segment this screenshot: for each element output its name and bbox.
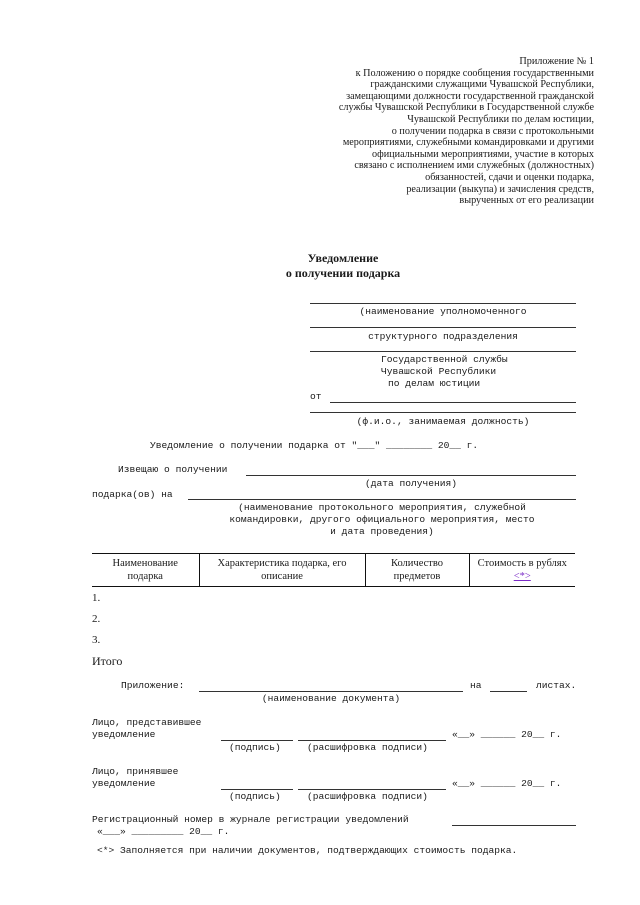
- addressee-caption-1: (наименование уполномоченного: [359, 306, 527, 317]
- event-field[interactable]: [188, 499, 576, 500]
- table-header-row: [92, 554, 575, 587]
- addressee-field-1[interactable]: [310, 303, 576, 304]
- footnote: <*> Заполняется при наличии документов, подтверждающих стоимость подарка.: [97, 845, 518, 856]
- attachment-label: Приложение:: [121, 680, 185, 691]
- cost-header-label: Стоимость в рублях: [477, 558, 567, 569]
- addressee-org-2: Чувашской Республики: [381, 366, 497, 377]
- registration-label: Регистрационный номер в журнале регистрации уведомлений: [92, 814, 409, 825]
- appendix-line: о получении подарка в связи с протокольными: [391, 125, 594, 137]
- inform-label: Извещаю о получении: [118, 464, 228, 475]
- appendix-line: вырученных от его реализации: [459, 195, 594, 207]
- submitter-decode-caption: (расшифровка подписи): [307, 742, 428, 753]
- receiver-label-1: Лицо, принявшее: [92, 766, 179, 777]
- submitter-label-1: Лицо, представившее: [92, 717, 202, 728]
- appendix-line: замещающими должности государственной гражданской: [346, 90, 594, 102]
- gifts-table: [92, 553, 575, 587]
- submitter-date: «__» ______ 20__ г.: [452, 729, 562, 740]
- appendix-line: Чувашской Республики по делам юстиции,: [407, 113, 594, 125]
- receiver-decode-field[interactable]: [298, 789, 446, 790]
- footnote-link[interactable]: <*>: [513, 571, 531, 582]
- column-header-quantity: Количество предметов: [365, 554, 469, 587]
- column-header-name: Наименование подарка: [92, 554, 199, 587]
- appendix-line: к Положению о порядке сообщения государственными: [355, 67, 594, 79]
- column-header-description: Характеристика подарка, его описание: [199, 554, 365, 587]
- appendix-line: обязанностей, сдачи и оценки подарка,: [425, 171, 594, 183]
- receiver-sign-caption: (подпись): [229, 791, 281, 802]
- receipt-date-caption: (дата получения): [364, 478, 458, 489]
- title-line-2: о получении подарка: [285, 266, 401, 280]
- submitter-decode-field[interactable]: [298, 740, 446, 741]
- receipt-date-field[interactable]: [246, 475, 576, 476]
- document-title: [0, 251, 640, 281]
- submitter-label-2: уведомление: [92, 729, 156, 740]
- appendix-line: гражданскими служащими Чувашской Республики,: [370, 79, 594, 91]
- event-caption-1: (наименование протокольного мероприятия, служебной: [238, 502, 526, 513]
- attachment-sheets-field[interactable]: [490, 691, 527, 692]
- appendix-line: мероприятиями, служебными командировками и другими: [342, 137, 594, 149]
- appendix-line: официальными мероприятиями, участие в которых: [372, 148, 594, 160]
- appendix-line: Приложение № 1: [519, 56, 594, 67]
- appendix-line: реализации (выкупа) и зачисления средств,: [406, 183, 594, 195]
- receiver-date: «__» ______ 20__ г.: [452, 778, 562, 789]
- addressee-org-3: по делам юстиции: [388, 378, 481, 389]
- submitter-sign-caption: (подпись): [229, 742, 281, 753]
- attachment-sheets: листах.: [536, 680, 577, 691]
- gift-label: подарка(ов) на: [92, 489, 173, 500]
- addressee-caption-3: (ф.и.о., занимаемая должность): [356, 416, 530, 427]
- addressee-field-2[interactable]: [310, 327, 576, 328]
- addressee-org-1: Государственной службы: [381, 354, 508, 365]
- from-field[interactable]: [330, 402, 576, 403]
- column-header-cost: [469, 554, 575, 587]
- table-row: 1.: [92, 592, 101, 604]
- table-row: 2.: [92, 613, 101, 625]
- title-line-1: Уведомление: [307, 251, 379, 265]
- appendix-header: [339, 56, 594, 207]
- attachment-doc-field[interactable]: [199, 691, 463, 692]
- registration-number-field[interactable]: [452, 825, 576, 826]
- appendix-line: связано с исполнением ими служебных (должностных): [354, 160, 594, 172]
- table-total: Итого: [92, 654, 123, 668]
- receiver-decode-caption: (расшифровка подписи): [307, 791, 428, 802]
- attachment-caption: (наименование документа): [261, 693, 401, 704]
- attachment-on: на: [470, 680, 482, 691]
- receiver-label-2: уведомление: [92, 778, 156, 789]
- from-label: от: [310, 391, 322, 402]
- event-caption-3: и дата проведения): [330, 526, 434, 537]
- table-row: 3.: [92, 634, 101, 646]
- submitter-signature-field[interactable]: [221, 740, 293, 741]
- receiver-signature-field[interactable]: [221, 789, 293, 790]
- addressee-caption-2: структурного подразделения: [368, 331, 518, 342]
- appendix-line: службы Чувашской Республики в Государственной службе: [338, 102, 594, 114]
- registration-date: «___» _________ 20__ г.: [97, 826, 230, 837]
- from-field-2[interactable]: [310, 412, 576, 413]
- event-caption-2: командировки, другого официального мероприятия, место: [229, 514, 535, 525]
- notice-line: Уведомление о получении подарка от "___" ________ 20__ г.: [150, 440, 479, 451]
- addressee-field-3[interactable]: [310, 351, 576, 352]
